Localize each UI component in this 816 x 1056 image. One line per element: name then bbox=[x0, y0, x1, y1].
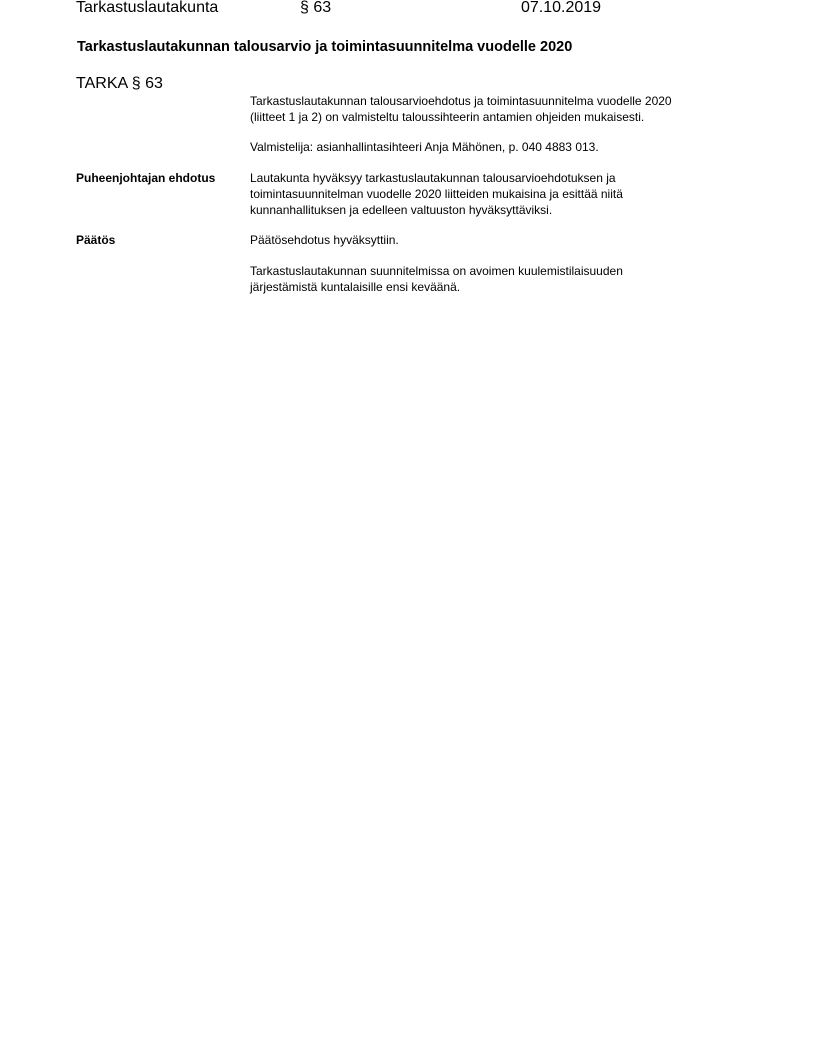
decision-line: Päätösehdotus hyväksyttiin. bbox=[250, 233, 399, 247]
item-reference: TARKA § 63 bbox=[76, 75, 163, 92]
proposal-label: Puheenjohtajan ehdotus bbox=[76, 171, 216, 185]
preparer-paragraph bbox=[250, 139, 740, 155]
decision-note-line: järjestämistä kuntalaisille ensi keväänä. bbox=[250, 280, 461, 294]
header-section-number: § 63 bbox=[300, 0, 332, 16]
decision-note-line: Tarkastuslautakunnan suunnitelmissa on avoimen kuulemistilaisuuden bbox=[250, 264, 623, 278]
document-title: Tarkastuslautakunnan talousarvio ja toimintasuunnitelma vuodelle 2020 bbox=[77, 39, 573, 55]
proposal-line: Lautakunta hyväksyy tarkastuslautakunnan talousarvioehdotuksen ja bbox=[250, 171, 616, 185]
decision-label: Päätös bbox=[76, 233, 116, 247]
header-date: 07.10.2019 bbox=[521, 0, 602, 16]
page-header bbox=[0, 0, 816, 20]
preparation-line: (liitteet 1 ja 2) on valmisteltu taloussihteerin antamien ohjeiden mukaisesti. bbox=[250, 110, 645, 124]
proposal-line: kunnanhallituksen ja edelleen valtuuston hyväksyttäviksi. bbox=[250, 203, 553, 217]
decision-paragraph bbox=[250, 232, 740, 248]
proposal-line: toimintasuunnitelman vuodelle 2020 liitteiden mukaisina ja esittää niitä bbox=[250, 187, 623, 201]
preparation-paragraph bbox=[250, 93, 740, 125]
preparation-line: Tarkastuslautakunnan talousarvioehdotus ja toimintasuunnitelma vuodelle 2020 bbox=[250, 94, 672, 108]
proposal-paragraph bbox=[250, 170, 740, 218]
decision-note-paragraph bbox=[250, 263, 740, 295]
header-body-name: Tarkastuslautakunta bbox=[76, 0, 219, 16]
preparer-line: Valmistelija: asianhallintasihteeri Anja Mähönen, p. 040 4883 013. bbox=[250, 140, 599, 154]
